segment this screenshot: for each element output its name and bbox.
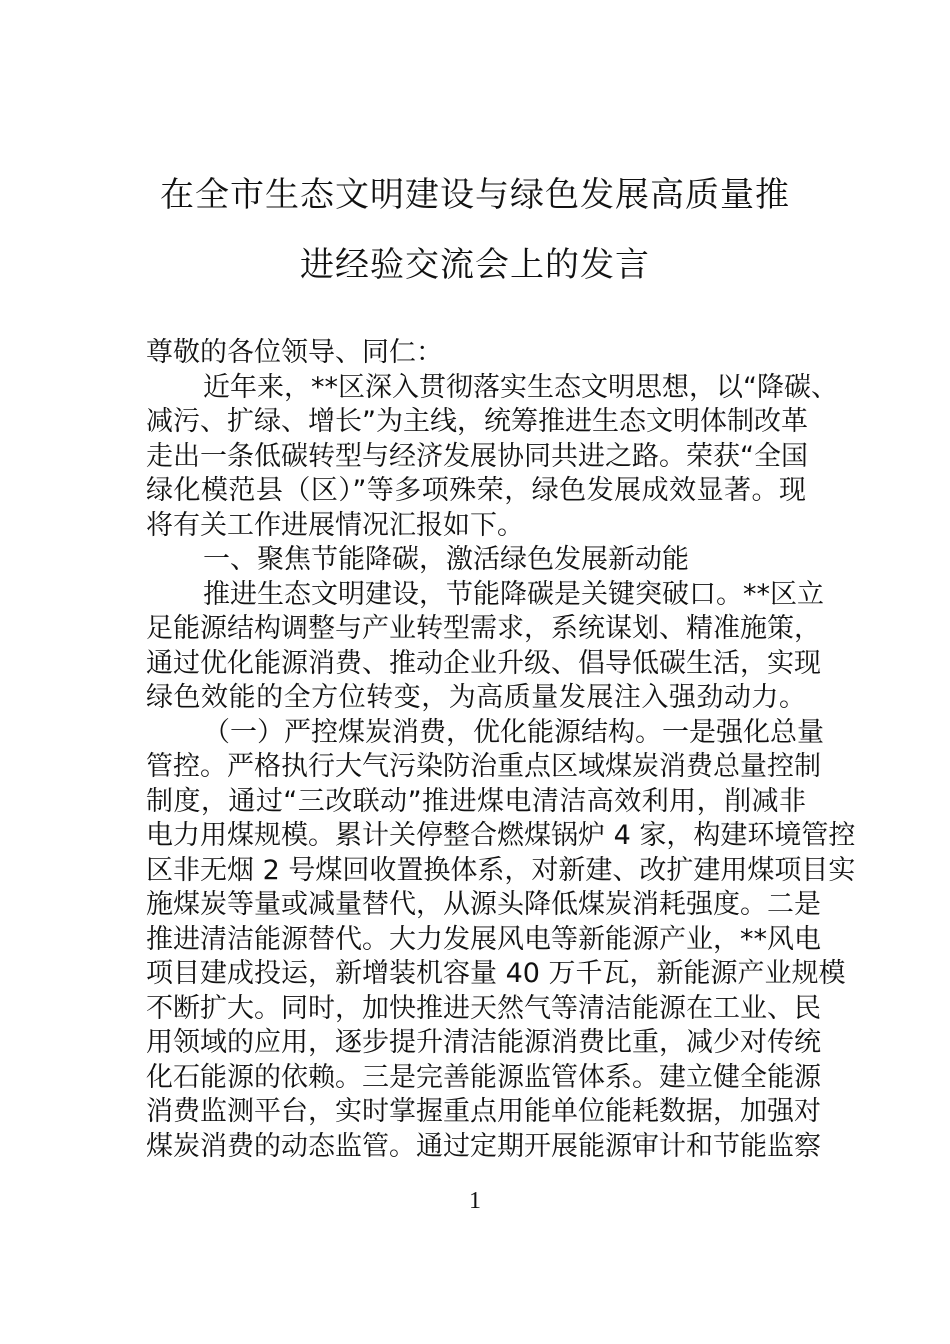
text-line: 制度，通过“三改联动”推进煤电清洁高效利用，削减非 [146,785,806,817]
document-title-line-1: 在全市生态文明建设与绿色发展高质量推 [160,175,790,215]
text-line: 管控。严格执行大气污染防治重点区域煤炭消费总量控制 [146,751,821,782]
text-line: 足能源结构调整与产业转型需求，系统谋划、精准施策， [146,613,821,644]
page-number: 1 [469,1188,481,1214]
text-line: 不断扩大。同时，加快推进天然气等清洁能源在工业、民 [146,992,821,1024]
text-line: 煤炭消费的动态监管。通过定期开展能源审计和节能监察 [146,1130,821,1162]
text-line: 通过优化能源消费、推动企业升级、倡导低碳生活，实现 [146,647,821,679]
text-line: 尊敬的各位领导、同仁： [146,337,443,368]
text-line: 将有关工作进展情况汇报如下。 [146,509,524,541]
text-line: 一、聚焦节能降碳，激活绿色发展新动能 [203,544,689,575]
text-line: 区非无烟 2 号煤回收置换体系，对新建、改扩建用煤项目实 [146,854,856,886]
text-line: 推进生态文明建设，节能降碳是关键突破口。**区立 [203,578,824,610]
text-line: 近年来，**区深入贯彻落实生态文明思想，以“降碳、 [203,371,838,403]
text-line: 项目建成投运，新增装机容量 40 万千瓦，新能源产业规模 [146,958,846,989]
text-line: 走出一条低碳转型与经济发展协同共进之路。荣获“全国 [146,440,808,472]
text-line: 绿色效能的全方位转变，为高质量发展注入强劲动力。 [146,682,806,713]
document-title-line-2: 进经验交流会上的发言 [300,245,650,285]
text-line: 化石能源的依赖。三是完善能源监管体系。建立健全能源 [146,1061,821,1093]
text-line: 消费监测平台，实时掌握重点用能单位能耗数据，加强对 [146,1096,821,1127]
text-line: 施煤炭等量或减量替代，从源头降低煤炭消耗强度。二是 [146,889,821,920]
text-line: 绿化模范县（区）”等多项殊荣，绿色发展成效显著。现 [146,475,806,506]
text-line: 推进清洁能源替代。大力发展风电等新能源产业，**风电 [146,923,821,955]
document-body [146,336,856,1164]
text-line: 减污、扩绿、增长”为主线，统筹推进生态文明体制改革 [146,406,808,437]
text-line: （一）严控煤炭消费，优化能源结构。一是强化总量 [203,716,824,748]
text-line: 电力用煤规模。累计关停整合燃煤锅炉 4 家，构建环境管控 [146,820,856,851]
text-line: 用领域的应用，逐步提升清洁能源消费比重，减少对传统 [146,1027,821,1058]
